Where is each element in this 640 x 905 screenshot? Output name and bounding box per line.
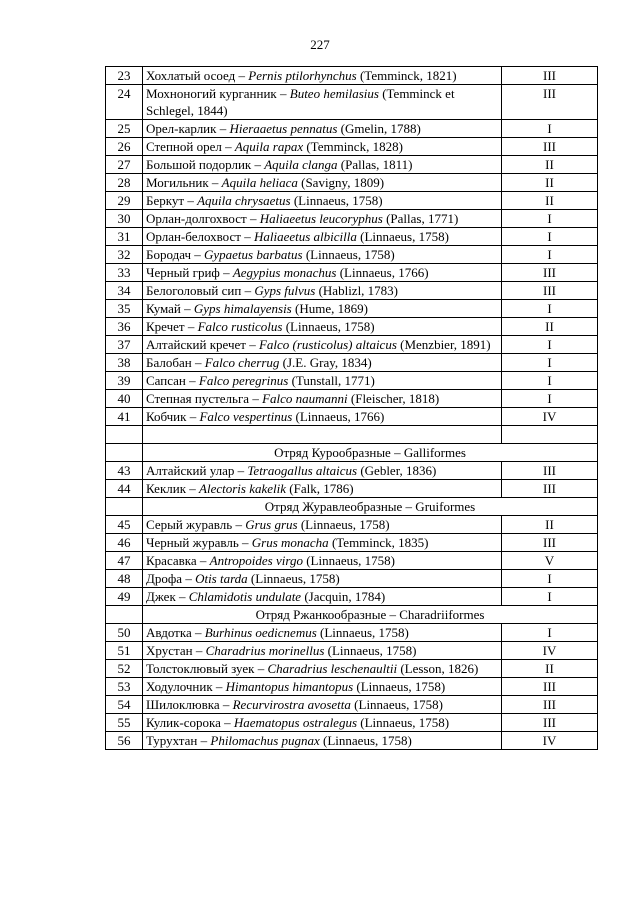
russian-name: Толстоклювый зуек <box>146 661 255 676</box>
russian-name: Орлан-долгохвост <box>146 211 247 226</box>
russian-name: Степная пустельга <box>146 391 250 406</box>
order-title: Отряд Журавлеобразные – Gruiformes <box>143 498 598 516</box>
scientific-name: Aquila rapax <box>234 139 304 154</box>
table-row <box>106 192 598 210</box>
species-name-cell: Орел-карлик – Hieraaetus pennatus (Gmelin, 1788) <box>143 120 502 138</box>
scientific-name: Otis tarda <box>195 571 248 586</box>
species-name-cell: Алтайский кречет – Falco (rusticolus) altaicus (Menzbier, 1891) <box>143 336 502 354</box>
row-number: 36 <box>106 318 143 336</box>
category-cell: I <box>502 210 598 228</box>
species-name-cell: Шилоклювка – Recurvirostra avosetta (Linnaeus, 1758) <box>143 696 502 714</box>
species-table <box>105 66 598 750</box>
category-cell: I <box>502 390 598 408</box>
category-cell: III <box>502 67 598 85</box>
category-cell: I <box>502 588 598 606</box>
category-cell: III <box>502 462 598 480</box>
author-citation: (Linnaeus, 1766) <box>339 265 429 280</box>
author-citation: (Linnaeus, 1758) <box>285 319 375 334</box>
table-row <box>106 156 598 174</box>
category-cell: II <box>502 660 598 678</box>
table-row <box>106 732 598 750</box>
category-cell: IV <box>502 732 598 750</box>
scientific-name: Philomachus pugnax <box>210 733 320 748</box>
row-number: 32 <box>106 246 143 264</box>
category-cell: II <box>502 156 598 174</box>
table-row <box>106 228 598 246</box>
russian-name: Красавка <box>146 553 197 568</box>
empty-cell <box>502 426 598 444</box>
category-cell: III <box>502 282 598 300</box>
category-cell: I <box>502 372 598 390</box>
row-number: 55 <box>106 714 143 732</box>
blank-row <box>106 426 598 444</box>
species-name-cell: Кумай – Gyps himalayensis (Hume, 1869) <box>143 300 502 318</box>
russian-name: Хохлатый осоед <box>146 68 236 83</box>
scientific-name: Falco rusticolus <box>197 319 283 334</box>
row-number: 53 <box>106 678 143 696</box>
author-citation: (Temminck et Schlegel, 1844) <box>146 86 455 118</box>
category-cell: III <box>502 696 598 714</box>
species-name-cell: Алтайский улар – Tetraogallus altaicus (Gebler, 1836) <box>143 462 502 480</box>
species-name-cell: Хрустан – Charadrius morinellus (Linnaeus, 1758) <box>143 642 502 660</box>
row-number: 34 <box>106 282 143 300</box>
species-name-cell: Бородач – Gypaetus barbatus (Linnaeus, 1758) <box>143 246 502 264</box>
table-row <box>106 85 598 120</box>
table-row <box>106 552 598 570</box>
category-cell: IV <box>502 642 598 660</box>
russian-name: Балобан <box>146 355 192 370</box>
russian-name: Шилоклювка <box>146 697 220 712</box>
row-number: 24 <box>106 85 143 120</box>
scientific-name: Falco cherrug <box>204 355 280 370</box>
species-name-cell: Кулик-сорока – Haematopus ostralegus (Linnaeus, 1758) <box>143 714 502 732</box>
author-citation: (Linnaeus, 1758) <box>320 625 409 640</box>
table-row <box>106 372 598 390</box>
author-citation: (Linnaeus, 1758) <box>360 229 449 244</box>
russian-name: Орел-карлик <box>146 121 217 136</box>
russian-name: Турухтан <box>146 733 198 748</box>
row-number: 48 <box>106 570 143 588</box>
row-number: 30 <box>106 210 143 228</box>
category-cell: III <box>502 480 598 498</box>
author-citation: (Linnaeus, 1758) <box>305 247 395 262</box>
scientific-name: Aquila clanga <box>264 157 338 172</box>
row-number: 25 <box>106 120 143 138</box>
russian-name: Большой подорлик <box>146 157 252 172</box>
row-number: 28 <box>106 174 143 192</box>
scientific-name: Hieraaetus pennatus <box>229 121 338 136</box>
author-citation: (Linnaeus, 1758) <box>293 193 383 208</box>
author-citation: (Jacquin, 1784) <box>304 589 386 604</box>
category-cell: V <box>502 552 598 570</box>
category-cell: I <box>502 246 598 264</box>
author-citation: (Linnaeus, 1758) <box>323 733 412 748</box>
table-row <box>106 300 598 318</box>
row-number: 52 <box>106 660 143 678</box>
species-name-cell: Кобчик – Falco vespertinus (Linnaeus, 1766) <box>143 408 502 426</box>
russian-name: Орлан-белохвост <box>146 229 241 244</box>
author-citation: (Temminck, 1828) <box>306 139 403 154</box>
category-cell: I <box>502 300 598 318</box>
scientific-name: Chlamidotis undulate <box>188 589 302 604</box>
scientific-name: Falco naumanni <box>262 391 348 406</box>
table-row <box>106 210 598 228</box>
author-citation: (Lesson, 1826) <box>400 661 479 676</box>
species-name-cell: Сапсан – Falco peregrinus (Tunstall, 1771) <box>143 372 502 390</box>
russian-name: Кречет <box>146 319 185 334</box>
species-name-cell: Кеклик – Alectoris kakelik (Falk, 1786) <box>143 480 502 498</box>
russian-name: Степной орел <box>146 139 222 154</box>
scientific-name: Tetraogallus altaicus <box>247 463 358 478</box>
author-citation: (Pallas, 1771) <box>386 211 459 226</box>
table-row <box>106 516 598 534</box>
russian-name: Черный гриф <box>146 265 220 280</box>
row-number: 49 <box>106 588 143 606</box>
table-row <box>106 354 598 372</box>
category-cell: I <box>502 120 598 138</box>
species-name-cell: Белоголовый сип – Gyps fulvus (Hablizl, 1783) <box>143 282 502 300</box>
species-name-cell: Степной орел – Aquila rapax (Temminck, 1828) <box>143 138 502 156</box>
author-citation: (Fleischer, 1818) <box>350 391 440 406</box>
empty-cell <box>106 444 143 462</box>
species-name-cell: Дрофа – Otis tarda (Linnaeus, 1758) <box>143 570 502 588</box>
table-row <box>106 318 598 336</box>
species-name-cell: Большой подорлик – Aquila clanga (Pallas, 1811) <box>143 156 502 174</box>
row-number: 51 <box>106 642 143 660</box>
author-citation: (Falk, 1786) <box>289 481 354 496</box>
author-citation: (Linnaeus, 1766) <box>295 409 385 424</box>
scientific-name: Buteo hemilasius <box>289 86 379 101</box>
scientific-name: Charadrius morinellus <box>205 643 325 658</box>
table-row <box>106 642 598 660</box>
page-number: 227 <box>310 37 330 52</box>
author-citation: (Linnaeus, 1758) <box>327 643 417 658</box>
scientific-name: Aquila heliaca <box>221 175 298 190</box>
table-row <box>106 120 598 138</box>
species-name-cell: Толстоклювый зуек – Charadrius leschenaultii (Lesson, 1826) <box>143 660 502 678</box>
author-citation: (Linnaeus, 1758) <box>250 571 340 586</box>
scientific-name: Aquila chrysaetus <box>197 193 291 208</box>
table-row <box>106 570 598 588</box>
scientific-name: Aegypius monachus <box>232 265 337 280</box>
row-number: 23 <box>106 67 143 85</box>
species-name-cell: Могильник – Aquila heliaca (Savigny, 1809) <box>143 174 502 192</box>
empty-cell <box>106 606 143 624</box>
category-cell: III <box>502 714 598 732</box>
order-header-row <box>106 444 598 462</box>
table-row <box>106 678 598 696</box>
russian-name: Белоголовый сип <box>146 283 242 298</box>
category-cell: III <box>502 534 598 552</box>
russian-name: Черный журавль <box>146 535 239 550</box>
row-number: 56 <box>106 732 143 750</box>
row-number: 29 <box>106 192 143 210</box>
species-name-cell: Хохлатый осоед – Pernis ptilorhynchus (Temminck, 1821) <box>143 67 502 85</box>
category-cell: II <box>502 174 598 192</box>
author-citation: (Temminck, 1821) <box>359 68 457 83</box>
scientific-name: Grus grus <box>245 517 298 532</box>
table-row <box>106 588 598 606</box>
table-row <box>106 660 598 678</box>
russian-name: Алтайский кречет <box>146 337 246 352</box>
author-citation: (Gebler, 1836) <box>360 463 437 478</box>
author-citation: (Hume, 1869) <box>295 301 368 316</box>
russian-name: Беркут <box>146 193 185 208</box>
category-cell: III <box>502 138 598 156</box>
empty-cell <box>106 498 143 516</box>
category-cell: IV <box>502 408 598 426</box>
row-number: 33 <box>106 264 143 282</box>
author-citation: (J.E. Gray, 1834) <box>282 355 372 370</box>
row-number: 47 <box>106 552 143 570</box>
scientific-name: Pernis ptilorhynchus <box>248 68 357 83</box>
species-name-cell: Ходулочник – Himantopus himantopus (Linnaeus, 1758) <box>143 678 502 696</box>
species-name-cell: Беркут – Aquila chrysaetus (Linnaeus, 1758) <box>143 192 502 210</box>
species-name-cell: Орлан-долгохвост – Haliaeetus leucoryphus (Pallas, 1771) <box>143 210 502 228</box>
author-citation: (Menzbier, 1891) <box>400 337 491 352</box>
russian-name: Алтайский улар <box>146 463 235 478</box>
category-cell: I <box>502 228 598 246</box>
table-row <box>106 138 598 156</box>
species-name-cell: Серый журавль – Grus grus (Linnaeus, 1758) <box>143 516 502 534</box>
author-citation: (Linnaeus, 1758) <box>360 715 450 730</box>
author-citation: (Tunstall, 1771) <box>291 373 375 388</box>
scientific-name: Gyps himalayensis <box>193 301 292 316</box>
author-citation: (Pallas, 1811) <box>340 157 413 172</box>
category-cell: II <box>502 318 598 336</box>
row-number: 50 <box>106 624 143 642</box>
table-row <box>106 534 598 552</box>
species-name-cell: Турухтан – Philomachus pugnax (Linnaeus, 1758) <box>143 732 502 750</box>
order-title: Отряд Ржанкообразные – Charadriiformes <box>143 606 598 624</box>
scientific-name: Gyps fulvus <box>254 283 316 298</box>
species-name-cell: Черный гриф – Aegypius monachus (Linnaeus, 1766) <box>143 264 502 282</box>
category-cell: III <box>502 678 598 696</box>
table-row <box>106 336 598 354</box>
author-citation: (Linnaeus, 1758) <box>356 679 446 694</box>
species-name-cell: Орлан-белохвост – Haliaeetus albicilla (Linnaeus, 1758) <box>143 228 502 246</box>
scientific-name: Recurvirostra avosetta <box>232 697 351 712</box>
scientific-name: Falco peregrinus <box>198 373 289 388</box>
row-number: 45 <box>106 516 143 534</box>
species-name-cell: Джек – Chlamidotis undulate (Jacquin, 1784) <box>143 588 502 606</box>
category-cell: II <box>502 516 598 534</box>
table-row <box>106 264 598 282</box>
table-row <box>106 624 598 642</box>
row-number: 39 <box>106 372 143 390</box>
category-cell: I <box>502 336 598 354</box>
scientific-name: Haematopus ostralegus <box>233 715 358 730</box>
scientific-name: Falco (rusticolus) altaicus <box>258 337 397 352</box>
scientific-name: Haliaeetus leucoryphus <box>259 211 383 226</box>
table-row <box>106 480 598 498</box>
author-citation: (Gmelin, 1788) <box>340 121 421 136</box>
order-header-row <box>106 498 598 516</box>
species-name-cell: Авдотка – Burhinus oedicnemus (Linnaeus, 1758) <box>143 624 502 642</box>
table-row <box>106 696 598 714</box>
author-citation: (Linnaeus, 1758) <box>354 697 443 712</box>
species-name-cell: Мохноногий курганник – Buteo hemilasius (Temminck et Schlegel, 1844) <box>143 85 502 120</box>
row-number: 54 <box>106 696 143 714</box>
russian-name: Кулик-сорока <box>146 715 221 730</box>
species-name-cell: Черный журавль – Grus monacha (Temminck, 1835) <box>143 534 502 552</box>
row-number: 26 <box>106 138 143 156</box>
order-title: Отряд Курообразные – Galliformes <box>143 444 598 462</box>
russian-name: Кеклик <box>146 481 187 496</box>
scientific-name: Himantopus himantopus <box>225 679 354 694</box>
russian-name: Авдотка <box>146 625 192 640</box>
scientific-name: Antropoides virgo <box>209 553 303 568</box>
scientific-name: Grus monacha <box>251 535 329 550</box>
scientific-name: Burhinus oedicnemus <box>204 625 317 640</box>
author-citation: (Temminck, 1835) <box>331 535 429 550</box>
category-cell: I <box>502 354 598 372</box>
species-name-cell: Балобан – Falco cherrug (J.E. Gray, 1834) <box>143 354 502 372</box>
row-number: 43 <box>106 462 143 480</box>
row-number: 37 <box>106 336 143 354</box>
russian-name: Кобчик <box>146 409 187 424</box>
scientific-name: Gypaetus barbatus <box>204 247 303 262</box>
table-body <box>106 67 598 750</box>
russian-name: Бородач <box>146 247 191 262</box>
russian-name: Джек <box>146 589 176 604</box>
russian-name: Кумай <box>146 301 181 316</box>
scientific-name: Alectoris kakelik <box>199 481 287 496</box>
russian-name: Могильник <box>146 175 209 190</box>
category-cell: III <box>502 264 598 282</box>
scientific-name: Charadrius leschenaultii <box>267 661 398 676</box>
table-row <box>106 282 598 300</box>
russian-name: Сапсан <box>146 373 186 388</box>
author-citation: (Linnaeus, 1758) <box>306 553 396 568</box>
table-row <box>106 390 598 408</box>
category-cell: III <box>502 85 598 120</box>
author-citation: (Savigny, 1809) <box>301 175 385 190</box>
author-citation: (Linnaeus, 1758) <box>300 517 390 532</box>
scientific-name: Falco vespertinus <box>199 409 293 424</box>
russian-name: Серый журавль <box>146 517 233 532</box>
table-row <box>106 408 598 426</box>
scientific-name: Haliaeetus albicilla <box>253 229 357 244</box>
species-name-cell: Кречет – Falco rusticolus (Linnaeus, 1758) <box>143 318 502 336</box>
species-name-cell: Степная пустельга – Falco naumanni (Fleischer, 1818) <box>143 390 502 408</box>
row-number: 44 <box>106 480 143 498</box>
table-row <box>106 174 598 192</box>
row-number: 35 <box>106 300 143 318</box>
empty-cell <box>143 426 502 444</box>
order-header-row <box>106 606 598 624</box>
table-row <box>106 67 598 85</box>
russian-name: Дрофа <box>146 571 183 586</box>
row-number: 31 <box>106 228 143 246</box>
category-cell: I <box>502 624 598 642</box>
row-number: 41 <box>106 408 143 426</box>
row-number: 46 <box>106 534 143 552</box>
species-name-cell: Красавка – Antropoides virgo (Linnaeus, 1758) <box>143 552 502 570</box>
row-number: 40 <box>106 390 143 408</box>
russian-name: Ходулочник <box>146 679 213 694</box>
row-number: 38 <box>106 354 143 372</box>
author-citation: (Hablizl, 1783) <box>318 283 399 298</box>
russian-name: Мохноногий курганник <box>146 86 277 101</box>
row-number: 27 <box>106 156 143 174</box>
russian-name: Хрустан <box>146 643 193 658</box>
category-cell: II <box>502 192 598 210</box>
category-cell: I <box>502 570 598 588</box>
table-row <box>106 714 598 732</box>
table-row <box>106 462 598 480</box>
table-row <box>106 246 598 264</box>
empty-cell <box>106 426 143 444</box>
